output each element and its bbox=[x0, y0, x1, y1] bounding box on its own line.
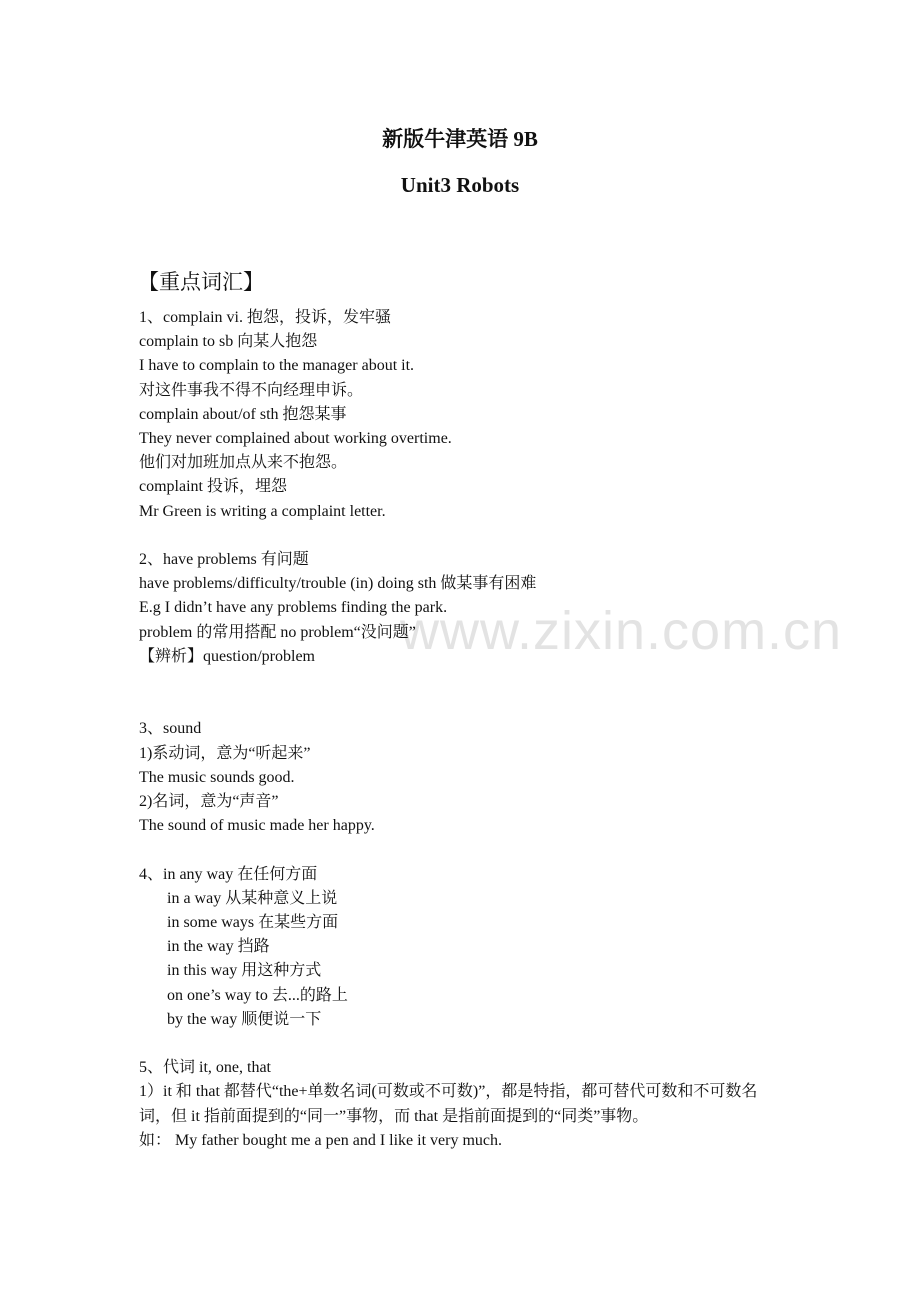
document-body bbox=[139, 306, 789, 1153]
item2-line1: 2、have problems 有问题 bbox=[139, 551, 309, 569]
item2-line2: have problems/difficulty/trouble (in) doing sth 做某事有困难 bbox=[139, 575, 537, 593]
item5-line1: 5、代词 it, one, that bbox=[139, 1059, 271, 1077]
item3-line2: 1)系动词，意为“听起来” bbox=[139, 744, 311, 762]
item4-line3: in some ways 在某些方面 bbox=[167, 914, 339, 932]
item3-line3: The music sounds good. bbox=[139, 768, 295, 786]
item1-line8: complaint 投诉，埋怨 bbox=[139, 478, 287, 496]
item1-line4: 对这件事我不得不向经理申诉。 bbox=[139, 381, 364, 399]
item1-line5: complain about/of sth 抱怨某事 bbox=[139, 405, 347, 423]
item4-line5: in this way 用这种方式 bbox=[167, 962, 322, 980]
item4-line1: 4、in any way 在任何方面 bbox=[139, 865, 318, 883]
item1-line7: 他们对加班加点从来不抱怨。 bbox=[139, 454, 348, 472]
item1-line9: Mr Green is writing a complaint letter. bbox=[139, 502, 386, 520]
item4-line4: in the way 挡路 bbox=[167, 938, 270, 956]
item1-line6: They never complained about working overtime. bbox=[139, 430, 452, 448]
item4-line2: in a way 从某种意义上说 bbox=[167, 889, 338, 907]
item4-line6: on one’s way to 去...的路上 bbox=[167, 986, 348, 1004]
item3-line5: The sound of music made her happy. bbox=[139, 817, 375, 835]
item2-line3: E.g I didn’t have any problems finding the park. bbox=[139, 599, 448, 617]
item1-line1: 1、complain vi. 抱怨，投诉，发牢骚 bbox=[139, 309, 391, 326]
document-title: 新版牛津英语 9B bbox=[382, 127, 538, 151]
item5-paragraph: 1）it 和 that 都替代“the+单数名词(可数或不可数)”，都是特指，都可替代可数和不可数名词，但 it 指前面提到的“同一”事物，而 that 是指前面提到的“同类”事物。 bbox=[139, 1083, 758, 1125]
item1-line3: I have to complain to the manager about it. bbox=[139, 357, 415, 375]
item2-line5: 【辨析】question/problem bbox=[139, 647, 315, 665]
item2-line4: problem 的常用搭配 no problem“没问题” bbox=[139, 623, 416, 641]
item3-line1: 3、sound bbox=[139, 720, 202, 738]
item1-line2: complain to sb 向某人抱怨 bbox=[139, 333, 318, 351]
watermark: www.zixin.com.cn bbox=[400, 601, 843, 661]
document-subtitle: Unit3 Robots bbox=[400, 173, 520, 197]
item4-line7: by the way 顺便说一下 bbox=[167, 1010, 322, 1028]
section-heading: 【重点词汇】 bbox=[138, 270, 264, 294]
item5-example: 如： My father bought me a pen and I like it very much. bbox=[139, 1131, 503, 1149]
item3-line4: 2)名词，意为“声音” bbox=[139, 793, 279, 811]
